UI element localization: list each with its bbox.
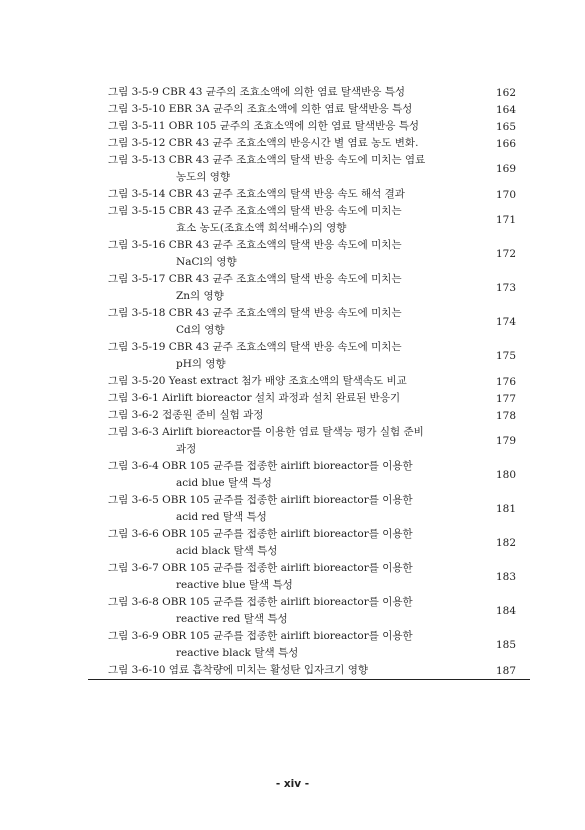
figure-page-number: 170 xyxy=(495,188,517,201)
figure-entry-row xyxy=(88,492,530,526)
figure-caption: 그림 3-5-15 CBR 43 균주 조효소액의 탈색 반응 속도에 미치는 xyxy=(108,205,402,217)
figure-caption-cell xyxy=(88,305,482,339)
figure-caption-continuation: acid blue 탈색 특성 xyxy=(176,477,272,489)
figure-caption: 그림 3-5-13 CBR 43 균주 조효소액의 탈색 반응 속도에 미치는 염료 xyxy=(108,154,426,166)
figure-caption: 그림 3-6-7 OBR 105 균주를 접종한 airlift bioreactor를 이용한 xyxy=(108,562,413,574)
figure-entry-row xyxy=(88,152,530,186)
figure-page-number: 173 xyxy=(495,282,517,294)
figure-caption-cell xyxy=(88,237,482,271)
figure-caption-cell xyxy=(88,101,482,118)
figure-caption-cell xyxy=(88,186,482,203)
figure-caption-continuation: 농도의 영향 xyxy=(176,171,231,183)
figure-entry-row xyxy=(88,560,530,594)
figure-entry-row xyxy=(88,186,530,203)
figure-page-number: 183 xyxy=(495,571,517,583)
figure-page-number: 179 xyxy=(495,435,517,447)
figure-page-number: 181 xyxy=(495,503,517,515)
figure-caption: 그림 3-6-2 접종원 준비 실험 과정 xyxy=(108,409,264,421)
figure-caption-cell xyxy=(88,560,482,594)
figure-entry-row xyxy=(88,424,530,458)
figure-page-number: 178 xyxy=(495,409,517,422)
figure-caption: 그림 3-5-19 CBR 43 균주 조효소액의 탈색 반응 속도에 미치는 xyxy=(108,341,402,353)
figure-caption-cell xyxy=(88,339,482,373)
figure-entry-row xyxy=(88,135,530,152)
figure-caption-continuation: 효소 농도(조효소액 희석배수)의 영향 xyxy=(176,222,347,234)
figure-page-number: 187 xyxy=(482,662,530,680)
figure-list-body xyxy=(88,84,530,680)
figure-caption-cell xyxy=(88,373,482,390)
figure-page-number: 177 xyxy=(495,392,517,405)
figure-caption-cell xyxy=(88,135,482,152)
figure-caption-cell xyxy=(88,424,482,458)
figure-caption: 그림 3-6-9 OBR 105 균주를 접종한 airlift bioreactor를 이용한 xyxy=(108,630,413,642)
figure-caption-continuation: pH의 영향 xyxy=(176,358,226,370)
figure-page-number: 182 xyxy=(495,537,517,549)
figure-entry-row xyxy=(88,526,530,560)
figure-page-number: 175 xyxy=(495,350,517,362)
figure-entry-row xyxy=(88,458,530,492)
figure-entry-row xyxy=(88,305,530,339)
figure-caption: 그림 3-5-14 CBR 43 균주 조효소액의 탈색 반응 속도 해석 결과 xyxy=(108,188,405,200)
figure-caption: 그림 3-5-20 Yeast extract 첨가 배양 조효소액의 탈색속도 비교 xyxy=(108,375,407,387)
figure-caption: 그림 3-6-6 OBR 105 균주를 접종한 airlift bioreactor를 이용한 xyxy=(108,528,413,540)
page-number: - xiv - xyxy=(275,778,310,790)
figure-entry-row xyxy=(88,203,530,237)
figure-caption-cell xyxy=(88,628,482,662)
figure-caption-continuation: acid black 탈색 특성 xyxy=(176,545,278,557)
figure-entry-row xyxy=(88,594,530,628)
figure-caption-cell xyxy=(88,594,482,628)
figure-entry-row xyxy=(88,339,530,373)
figure-caption-continuation: reactive blue 탈색 특성 xyxy=(176,579,293,591)
figure-caption: 그림 3-5-17 CBR 43 균주 조효소액의 탈색 반응 속도에 미치는 xyxy=(108,273,402,285)
figure-caption-cell xyxy=(88,152,482,186)
figure-entry-row xyxy=(88,271,530,305)
figure-entry-row xyxy=(88,662,530,680)
figure-page-number: 164 xyxy=(495,103,517,116)
figure-caption-cell xyxy=(88,118,482,135)
figure-caption-continuation: 과정 xyxy=(176,443,197,455)
figure-page-number: 174 xyxy=(495,316,517,328)
figure-caption-cell xyxy=(88,203,482,237)
figure-caption: 그림 3-6-3 Airlift bioreactor를 이용한 염료 탈색능 평가 실험 준비 xyxy=(108,426,424,438)
figure-caption: 그림 3-5-10 EBR 3A 균주의 조효소액에 의한 염료 탈색반응 특성 xyxy=(108,103,413,115)
figure-entry-row xyxy=(88,373,530,390)
figure-caption: 그림 3-5-9 CBR 43 균주의 조효소액에 의한 염료 탈색반응 특성 xyxy=(108,86,406,98)
figure-caption-continuation: reactive red 탈색 특성 xyxy=(176,613,288,625)
figure-page-number: 169 xyxy=(495,163,517,175)
figure-caption-cell xyxy=(88,492,482,526)
figure-page-number: 172 xyxy=(495,248,517,260)
figure-page-number: 171 xyxy=(495,214,517,226)
figure-caption-cell xyxy=(88,662,482,680)
figure-entry-row xyxy=(88,118,530,135)
figure-page-number: 162 xyxy=(495,86,517,99)
figure-list-table xyxy=(88,84,530,680)
figure-caption: 그림 3-5-18 CBR 43 균주 조효소액의 탈색 반응 속도에 미치는 xyxy=(108,307,402,319)
figure-caption-cell xyxy=(88,407,482,424)
figure-caption-cell xyxy=(88,390,482,407)
figure-page-number: 180 xyxy=(495,469,517,481)
figure-caption-continuation: reactive black 탈색 특성 xyxy=(176,647,299,659)
figure-caption-cell xyxy=(88,526,482,560)
figure-caption-continuation: Cd의 영향 xyxy=(176,324,225,336)
figure-caption: 그림 3-6-4 OBR 105 균주를 접종한 airlift bioreactor를 이용한 xyxy=(108,460,413,472)
figure-entry-row xyxy=(88,628,530,662)
figure-caption-continuation: acid red 탈색 특성 xyxy=(176,511,267,523)
figure-caption-continuation: NaCl의 영향 xyxy=(176,256,237,268)
figure-caption-cell xyxy=(88,458,482,492)
figure-caption: 그림 3-5-11 OBR 105 균주의 조효소액에 의한 염료 탈색반응 특성 xyxy=(108,120,419,132)
figure-page-number: 166 xyxy=(495,137,517,150)
figure-entry-row xyxy=(88,407,530,424)
figure-caption: 그림 3-6-10 염료 흡착량에 미치는 활성탄 입자크기 영향 xyxy=(108,664,369,676)
figure-page-number: 176 xyxy=(495,375,517,388)
figure-entry-row xyxy=(88,390,530,407)
figure-caption-cell xyxy=(88,84,482,101)
figure-entry-row xyxy=(88,237,530,271)
figure-caption: 그림 3-6-5 OBR 105 균주를 접종한 airlift bioreactor를 이용한 xyxy=(108,494,413,506)
figure-caption-cell xyxy=(88,271,482,305)
figure-entry-row xyxy=(88,101,530,118)
figure-entry-row xyxy=(88,84,530,101)
figure-page-number: 165 xyxy=(495,120,517,133)
figure-caption: 그림 3-5-12 CBR 43 균주 조효소액의 반응시간 별 염료 농도 변화. xyxy=(108,137,419,149)
figure-caption-continuation: Zn의 영향 xyxy=(176,290,224,302)
figure-caption: 그림 3-6-8 OBR 105 균주를 접종한 airlift bioreactor를 이용한 xyxy=(108,596,413,608)
figure-page-number: 185 xyxy=(495,639,517,651)
figure-page-number: 184 xyxy=(495,605,517,617)
figure-caption: 그림 3-5-16 CBR 43 균주 조효소액의 탈색 반응 속도에 미치는 xyxy=(108,239,402,251)
figure-caption: 그림 3-6-1 Airlift bioreactor 설치 과정과 설치 완료된 반응기 xyxy=(108,392,401,404)
